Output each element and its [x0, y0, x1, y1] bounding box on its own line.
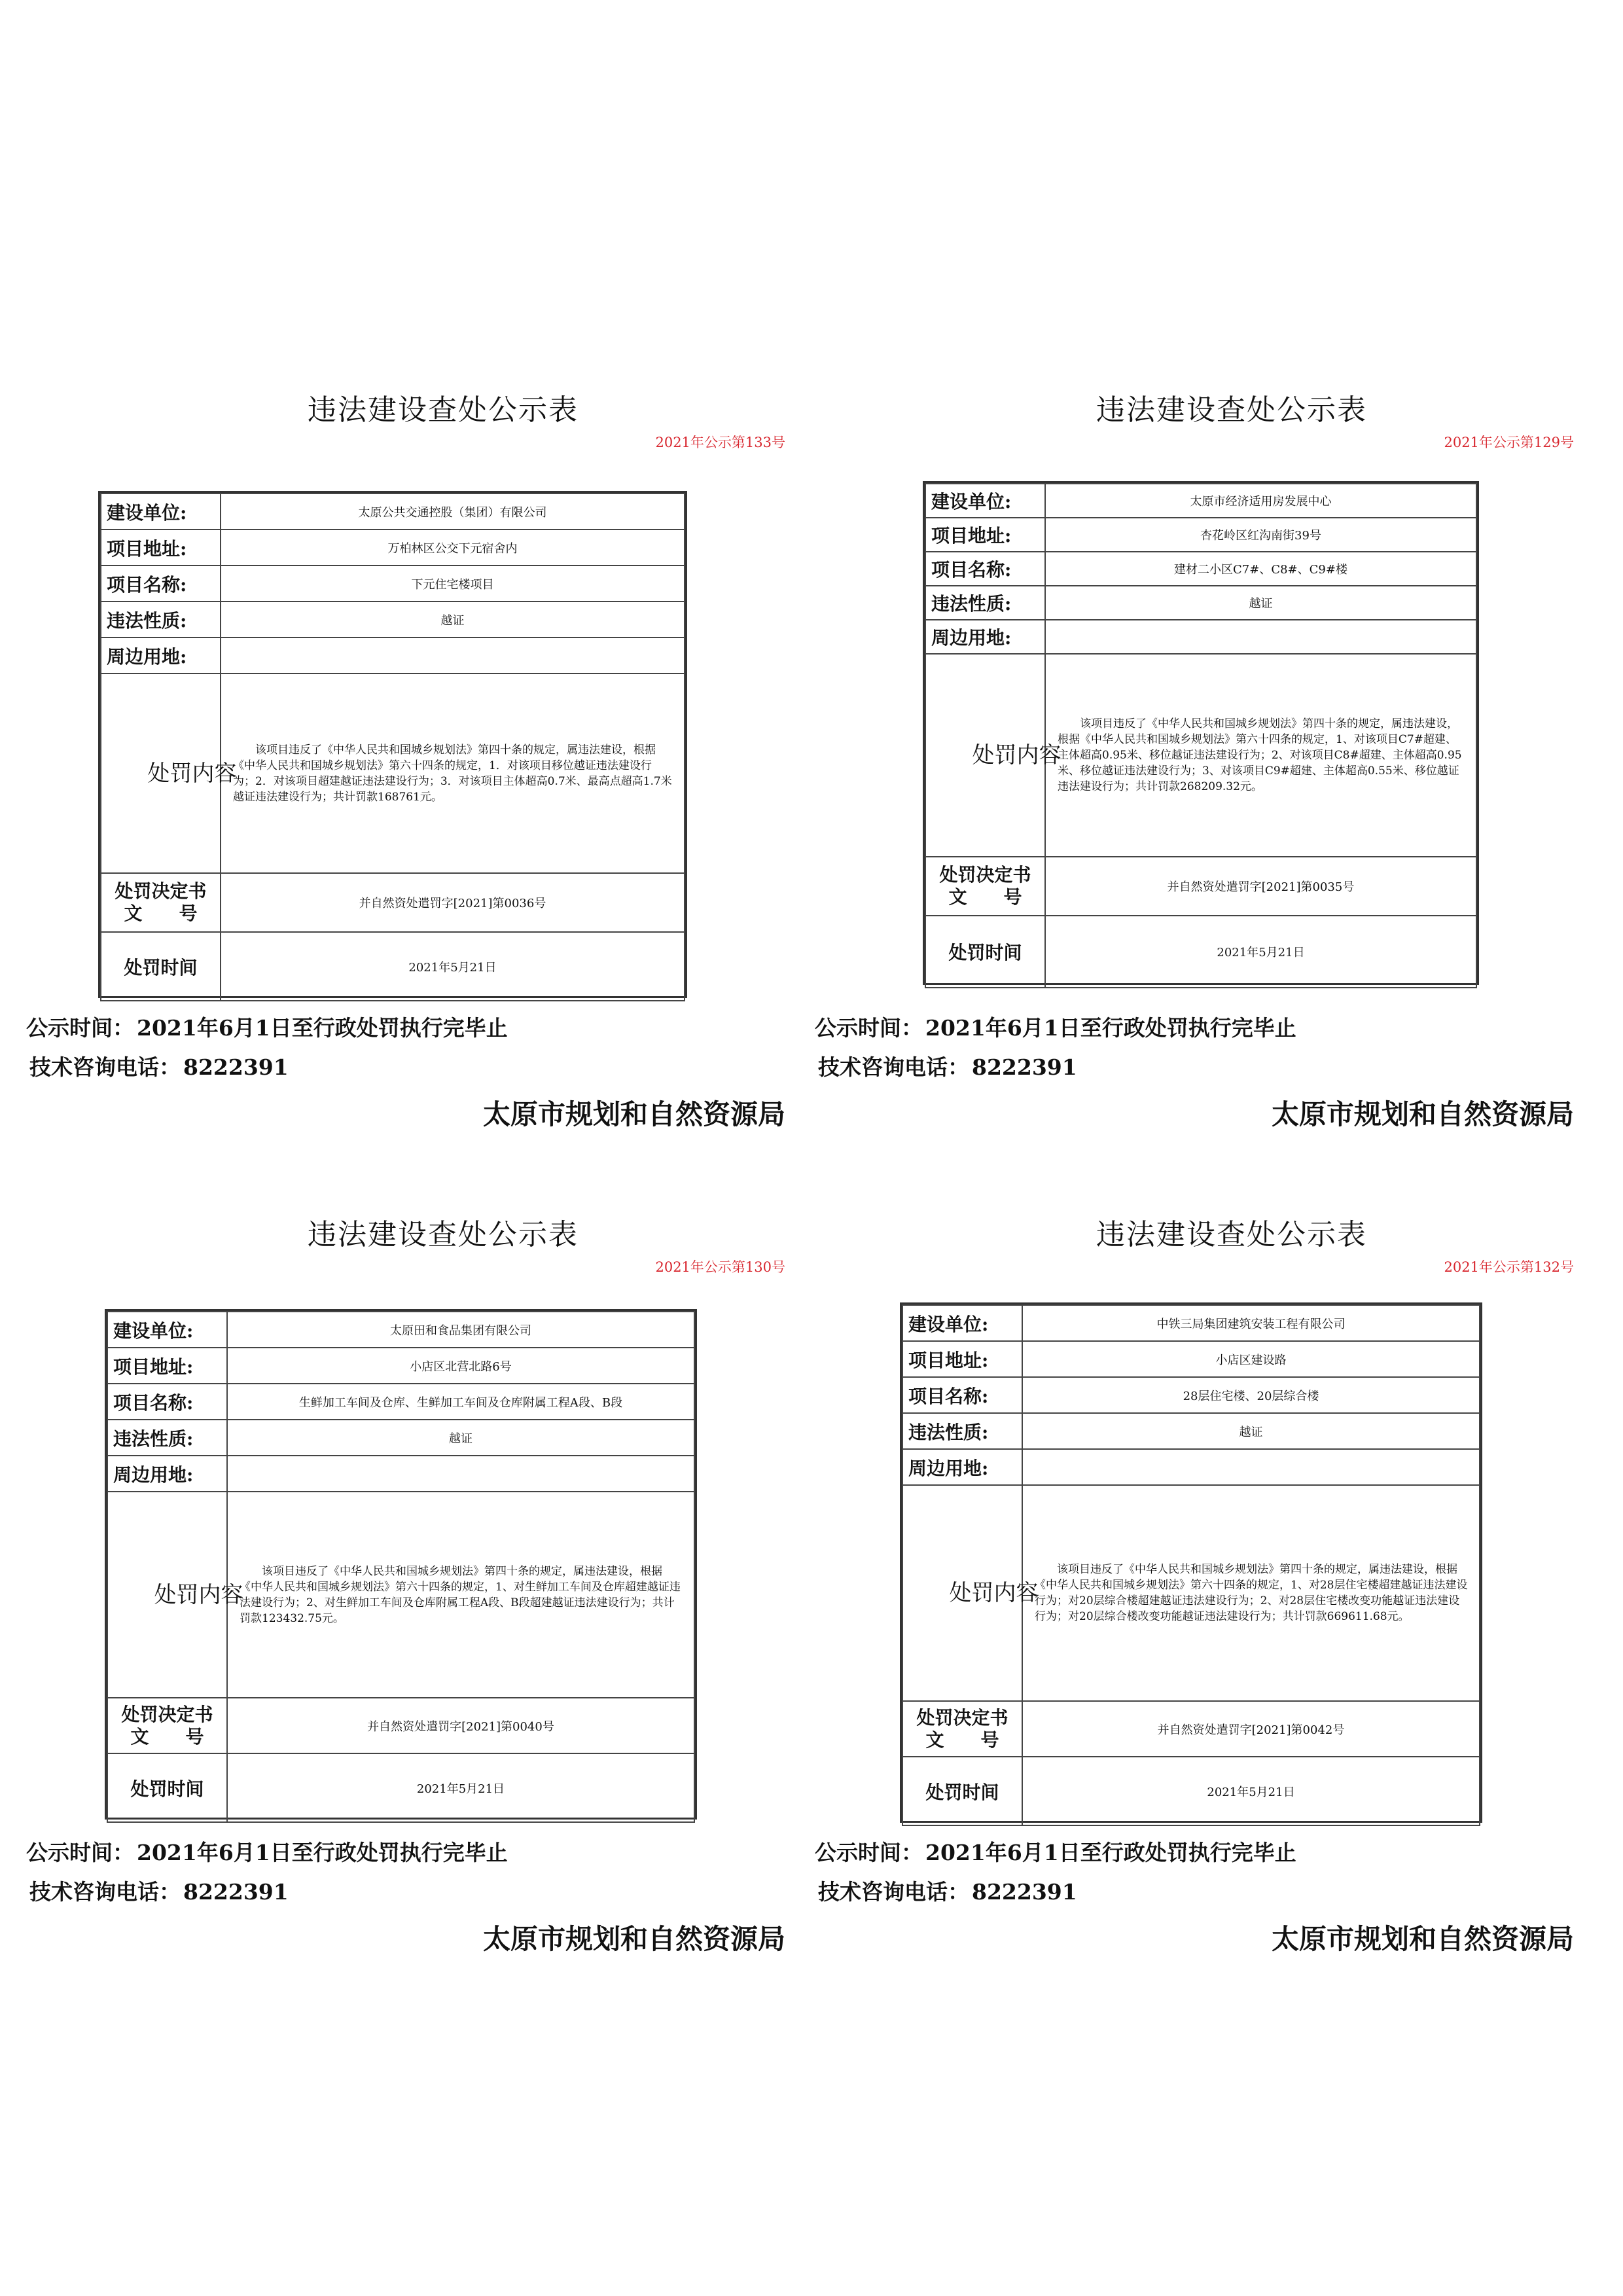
notice-card [815, 386, 1574, 1145]
row-project [101, 565, 685, 601]
value-surroundings [221, 637, 685, 673]
value-decision: 并自然资处遣罚字[2021]第0035号 [1045, 857, 1476, 916]
row-address [925, 518, 1476, 552]
label-nature: 违法性质: [101, 601, 221, 637]
phone-line [29, 1050, 289, 1081]
value-address: 小店区北营北路6号 [227, 1348, 694, 1384]
phone-value: 8222391 [183, 1054, 289, 1080]
phone-label: 技术咨询电话： [818, 1879, 969, 1905]
value-time: 2021年5月21日 [227, 1753, 694, 1822]
label-unit: 建设单位: [902, 1305, 1022, 1341]
label-nature: 违法性质: [107, 1420, 227, 1456]
value-project: 下元住宅楼项目 [221, 565, 685, 601]
notice-number: 2021年公示第130号 [655, 1259, 785, 1275]
label-unit: 建设单位: [107, 1312, 227, 1348]
row-penalty [101, 673, 685, 873]
notice-title-block [39, 386, 785, 432]
row-decision [925, 857, 1476, 916]
notice-number: 2021年公示第133号 [655, 435, 785, 450]
agency-signature: 太原市规划和自然资源局 [482, 1098, 785, 1130]
notice-title-block [828, 1211, 1574, 1257]
row-penalty [925, 654, 1476, 857]
row-project [902, 1377, 1480, 1413]
value-decision: 并自然资处遣罚字[2021]第0036号 [221, 873, 685, 932]
label-penalty-text: 处罚内容 [154, 1581, 243, 1608]
label-penalty-text: 处罚内容 [972, 742, 1061, 768]
value-unit: 太原田和食品集团有限公司 [227, 1312, 694, 1348]
row-time [107, 1753, 694, 1822]
value-time: 2021年5月21日 [221, 932, 685, 1001]
agency-signature: 太原市规划和自然资源局 [482, 1923, 785, 1955]
phone-label: 技术咨询电话： [29, 1054, 181, 1080]
publicity-value: 2021年6月1日至行政处罚执行完毕止 [137, 1015, 508, 1041]
value-surroundings [1022, 1449, 1480, 1485]
notice-table [923, 481, 1479, 985]
value-time: 2021年5月21日 [1022, 1757, 1480, 1825]
label-unit: 建设单位: [925, 484, 1045, 518]
agency-signature: 太原市规划和自然资源局 [1271, 1923, 1574, 1955]
phone-line [29, 1875, 289, 1906]
label-unit: 建设单位: [101, 493, 221, 529]
value-decision: 并自然资处遣罚字[2021]第0042号 [1022, 1701, 1480, 1757]
label-nature: 违法性质: [902, 1413, 1022, 1449]
notice-title: 违法建设查处公示表 [308, 1218, 579, 1251]
row-address [902, 1341, 1480, 1377]
notice-card [815, 1211, 1574, 1970]
label-time: 处罚时间 [107, 1753, 227, 1822]
notice-card [26, 1211, 785, 1970]
label-address: 项目地址: [925, 518, 1045, 552]
value-project: 建材二小区C7#、C8#、C9#楼 [1045, 552, 1476, 586]
phone-line [818, 1050, 1077, 1081]
notice-title-block [39, 1211, 785, 1257]
value-penalty: 该项目违反了《中华人民共和国城乡规划法》第四十条的规定，属违法建设，根据《中华人民共和国城乡规划法》第六十四条的规定，1、对28层住宅楼超建越证违法建设行为；对20层综合楼超建越证违法建设行为；2、对28层住宅楼改变功能越证违法建设行为；对20层综合楼改变功能越证违法建设行为；共计罚款669611.68元。 [1022, 1485, 1480, 1701]
value-nature: 越证 [1022, 1413, 1480, 1449]
row-address [101, 529, 685, 565]
publicity-label: 公示时间： [26, 1015, 134, 1041]
publicity-line [815, 1836, 1296, 1867]
row-nature [925, 586, 1476, 620]
publicity-line [26, 1836, 508, 1867]
label-decision-text: 处罚决定书文 号 [115, 880, 207, 924]
value-nature: 越证 [1045, 586, 1476, 620]
label-surroundings: 周边用地: [902, 1449, 1022, 1485]
value-project: 28层住宅楼、20层综合楼 [1022, 1377, 1480, 1413]
value-penalty: 该项目违反了《中华人民共和国城乡规划法》第四十条的规定，属违法建设，根据《中华人民共和国城乡规划法》第六十四条的规定，1．对该项目移位越证违法建设行为；2．对该项目超建越证违法建设行为；3．对该项目主体超高0.7米、最高点超高1.7米越证违法建设行为；共计罚款168761元。 [221, 673, 685, 873]
label-address: 项目地址: [101, 529, 221, 565]
label-time: 处罚时间 [925, 916, 1045, 988]
notice-title-block [828, 386, 1574, 432]
label-decision [101, 873, 221, 932]
label-decision [902, 1701, 1022, 1757]
notice-title: 违法建设查处公示表 [1096, 1218, 1367, 1251]
row-unit [107, 1312, 694, 1348]
label-decision-text: 处罚决定书文 号 [121, 1703, 213, 1748]
value-address: 万柏林区公交下元宿舍内 [221, 529, 685, 565]
row-surroundings [101, 637, 685, 673]
publicity-label: 公示时间： [815, 1840, 923, 1865]
label-surroundings: 周边用地: [101, 637, 221, 673]
label-penalty [101, 673, 237, 873]
publicity-value: 2021年6月1日至行政处罚执行完毕止 [925, 1015, 1296, 1041]
label-address: 项目地址: [902, 1341, 1022, 1377]
row-unit [101, 493, 685, 529]
row-decision [101, 873, 685, 932]
row-time [101, 932, 685, 1001]
notice-table [900, 1302, 1482, 1823]
value-decision: 并自然资处遣罚字[2021]第0040号 [227, 1698, 694, 1753]
label-decision-text: 处罚决定书文 号 [939, 864, 1031, 908]
publicity-label: 公示时间： [815, 1015, 923, 1041]
value-time: 2021年5月21日 [1045, 916, 1476, 988]
notice-title: 违法建设查处公示表 [1096, 393, 1367, 427]
label-time: 处罚时间 [902, 1757, 1022, 1825]
publicity-value: 2021年6月1日至行政处罚执行完毕止 [925, 1840, 1296, 1865]
label-decision [925, 857, 1045, 916]
row-project [107, 1384, 694, 1420]
notice-number: 2021年公示第132号 [1444, 1259, 1574, 1275]
row-surroundings [107, 1456, 694, 1492]
row-time [925, 916, 1476, 988]
label-nature: 违法性质: [925, 586, 1045, 620]
row-surroundings [902, 1449, 1480, 1485]
agency-signature: 太原市规划和自然资源局 [1271, 1098, 1574, 1130]
value-nature: 越证 [221, 601, 685, 637]
row-nature [101, 601, 685, 637]
phone-label: 技术咨询电话： [818, 1054, 969, 1080]
row-penalty [902, 1485, 1480, 1701]
row-time [902, 1757, 1480, 1825]
value-project: 生鲜加工车间及仓库、生鲜加工车间及仓库附属工程A段、B段 [227, 1384, 694, 1420]
row-decision [902, 1701, 1480, 1757]
value-nature: 越证 [227, 1420, 694, 1456]
phone-value: 8222391 [183, 1879, 289, 1905]
row-address [107, 1348, 694, 1384]
value-unit: 中铁三局集团建筑安装工程有限公司 [1022, 1305, 1480, 1341]
value-surroundings [227, 1456, 694, 1492]
publicity-line [815, 1011, 1296, 1042]
phone-value: 8222391 [972, 1879, 1077, 1905]
value-surroundings [1045, 620, 1476, 654]
notice-table [105, 1309, 697, 1820]
label-address: 项目地址: [107, 1348, 227, 1384]
value-unit: 太原公共交通控股（集团）有限公司 [221, 493, 685, 529]
notice-card [26, 386, 785, 1145]
phone-line [818, 1875, 1077, 1906]
label-project: 项目名称: [101, 565, 221, 601]
row-unit [925, 484, 1476, 518]
value-address: 杏花岭区红沟南街39号 [1045, 518, 1476, 552]
row-nature [107, 1420, 694, 1456]
label-penalty [902, 1485, 1039, 1701]
value-penalty: 该项目违反了《中华人民共和国城乡规划法》第四十条的规定，属违法建设，根据《中华人民共和国城乡规划法》第六十四条的规定，1、对生鲜加工车间及仓库超建越证违法建设行为；2、对生鲜加工车间及仓库附属工程A段、B段超建越证违法建设行为；共计罚款123432.75元。 [227, 1492, 694, 1698]
label-surroundings: 周边用地: [925, 620, 1045, 654]
label-project: 项目名称: [902, 1377, 1022, 1413]
publicity-line [26, 1011, 508, 1042]
label-surroundings: 周边用地: [107, 1456, 227, 1492]
label-decision-text: 处罚决定书文 号 [916, 1706, 1008, 1751]
phone-label: 技术咨询电话： [29, 1879, 181, 1905]
label-penalty-text: 处罚内容 [147, 760, 237, 787]
row-unit [902, 1305, 1480, 1341]
row-project [925, 552, 1476, 586]
label-time: 处罚时间 [101, 932, 221, 1001]
notice-table [98, 491, 687, 998]
row-surroundings [925, 620, 1476, 654]
notice-number: 2021年公示第129号 [1444, 435, 1574, 450]
label-penalty [925, 654, 1061, 857]
value-penalty: 该项目违反了《中华人民共和国城乡规划法》第四十条的规定，属违法建设，根据《中华人民共和国城乡规划法》第六十四条的规定，1、对该项目C7#超建、主体超高0.95米、移位越证违法建设行为；2、对该项目C8#超建、主体超高0.95米、移位越证违法建设行为；3、对该项目C9#超建、主体超高0.55米、移位越证违法建设行为；共计罚款268209.32元。 [1045, 654, 1476, 857]
publicity-value: 2021年6月1日至行政处罚执行完毕止 [137, 1840, 508, 1865]
phone-value: 8222391 [972, 1054, 1077, 1080]
label-penalty-text: 处罚内容 [949, 1580, 1039, 1606]
label-project: 项目名称: [107, 1384, 227, 1420]
notice-title: 违法建设查处公示表 [308, 393, 579, 427]
value-unit: 太原市经济适用房发展中心 [1045, 484, 1476, 518]
row-decision [107, 1698, 694, 1753]
label-penalty [107, 1492, 243, 1698]
row-nature [902, 1413, 1480, 1449]
publicity-label: 公示时间： [26, 1840, 134, 1865]
label-decision [107, 1698, 227, 1753]
row-penalty [107, 1492, 694, 1698]
label-project: 项目名称: [925, 552, 1045, 586]
value-address: 小店区建设路 [1022, 1341, 1480, 1377]
